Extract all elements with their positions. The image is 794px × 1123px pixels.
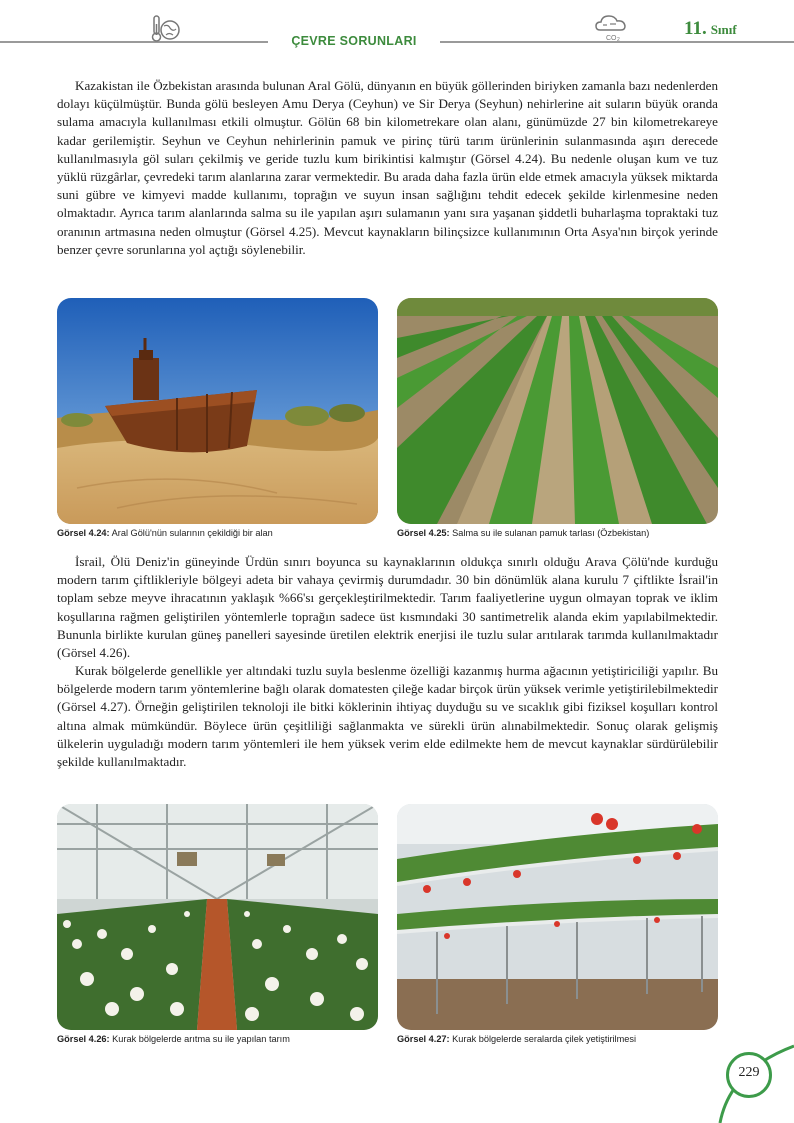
figure-caption-text: Kurak bölgelerde arıtma su ile yapılan tarım (112, 1034, 290, 1044)
grade-text: Sınıf (710, 22, 737, 37)
grade-number: 11. (684, 18, 707, 39)
paragraph-aral-lake: Kazakistan ile Özbekistan arasında bulunan Aral Gölü, dünyanın en büyük göllerinden biriyken zamanla bazı nedenlerden dolayı küçülmüştür. Bunda gölü besleyen Amu Derya (Ceyhun) ve Sir Derya (Seyhun) nehirlerine ait suların büyük oranda sulama amacıyla kullanılması etkili olmuştur. Gölün 68 bin kilometrekare olan alanı, günümüzde 27 bin kilometrekareye kadar gerilemiştir. Seyhun ve Ceyhun nehirlerinin pamuk ve pirinç türü tarım ürünlerinin sulanmasında aşırı derecede kullanılmasıyla göl suları çekilmiş ve geride tuzlu kum birikintisi kalmıştır (Görsel 4.24). Bu nedenle oluşan kum ve tuz yüklü rüzgârlar, çevredeki tarım alanlarına zarar vermektedir. Bu arada daha fazla ürün elde etmek amacıyla yüksek miktarda suni gübre ve kimyevi madde kullanımı, toprağın ve suyun insan sağlığını tehdit edecek şekilde kirlenmesine neden olmaktadır. Ayrıca tarım alanlarında salma su ile yapılan aşırı sulamanın yanı sıra yaşanan şiddetli buharlaşma topraktaki tuz oranının artmasına neden olmuştur (Görsel 4.25). Mevcut kaynakların bilinçsizce kullanımının Orta Asya'nın birçok yerinde benzer çevre sorunlarına yol açtığı söylenebilir. (57, 78, 718, 257)
figure-label: Görsel 4.25: (397, 528, 450, 538)
paragraph-arid-agriculture: Kurak bölgelerde genellikle yer altındaki tuzlu suyla beslenme özelliği kazanmış hurma ağacının yetiştiriciliği yapılır. Bu bölgelerde modern tarım yöntemlerine bağlı olarak domatesten çileğe kadar birçok ürün yüksek verimle yetiştirilebilmektedir (Görsel 4.27). Örneğin geliştirilen teknoloji ile bitki köklerinin ihtiyaç duyduğu su ve sıcaklık gibi fiziksel koşulları kontrol altına almak mümkündür. Böylece ürün çeşitliliği sağlanmakta ve sürekli ürün alınabilmektedir. Sonuç olarak gelişmiş ülkelerin uyguladığı modern tarım yöntemleri ile hem yüksek verim elde edilmekte hem de mevcut kaynaklar sürdürülebilir şekilde kullanılmaktadır. (57, 663, 718, 770)
figure-caption-text: Aral Gölü'nün sularının çekildiği bir alan (111, 528, 273, 538)
figure-caption-text: Salma su ile sulanan pamuk tarlası (Özbekistan) (452, 528, 650, 538)
figure-label: Görsel 4.26: (57, 1034, 110, 1044)
page-header (0, 0, 794, 60)
thermometer-globe-icon (148, 14, 182, 44)
paragraph-israel-arava: İsrail, Ölü Deniz'in güneyinde Ürdün sınırı boyunca su kaynaklarının oldukça sınırlı olduğu Arava Çölü'nde kurduğu modern tarım çiftlikleriyle bölgeyi adeta bir vahaya çevirmiş durumdadır. 30 bin dönümlük alana kurulu 7 çiftlikte İsrail'in toplam sebze meyve ihracatının yaklaşık %66'sı gerçekleştirilmektedir. Tarım faaliyetlerine uygun olmayan toprak ve iklim koşullarına rağmen geliştirilen yöntemlerle toprağın sadece üst kısmındaki 30 santimetrelik alanda ekim yapılabilmektedir. Bununla birlikte kurulan güneş panelleri sayesinde üretilen elektrik enerjisi ile tuzlu sular arıtılarak tarımda kullanılmaktadır (Görsel 4.26). (57, 554, 718, 661)
figure-caption-4-27 (397, 1034, 636, 1044)
cloud-co2-icon (594, 10, 628, 42)
header-rule-left (0, 41, 268, 43)
figure-caption-4-26 (57, 1034, 290, 1044)
grade-label (684, 18, 737, 40)
page-number-badge (726, 1052, 772, 1098)
photo-greenhouse-strawberries (397, 804, 718, 1030)
figure-caption-text: Kurak bölgelerde seralarda çilek yetiştirilmesi (452, 1034, 636, 1044)
page-number: 229 (738, 1065, 760, 1080)
figure-caption-4-24 (57, 528, 273, 538)
svg-text:CO: CO (606, 35, 617, 42)
section-title: ÇEVRE SORUNLARI (291, 34, 417, 48)
figure-label: Görsel 4.24: (57, 528, 110, 538)
figure-label: Görsel 4.27: (397, 1034, 450, 1044)
figure-caption-4-25 (397, 528, 649, 538)
photo-cotton-furrow-irrigation (397, 298, 718, 524)
svg-text:2: 2 (617, 37, 620, 42)
photo-greenhouse-flowers (57, 804, 378, 1030)
photo-aral-shipwreck (57, 298, 378, 524)
